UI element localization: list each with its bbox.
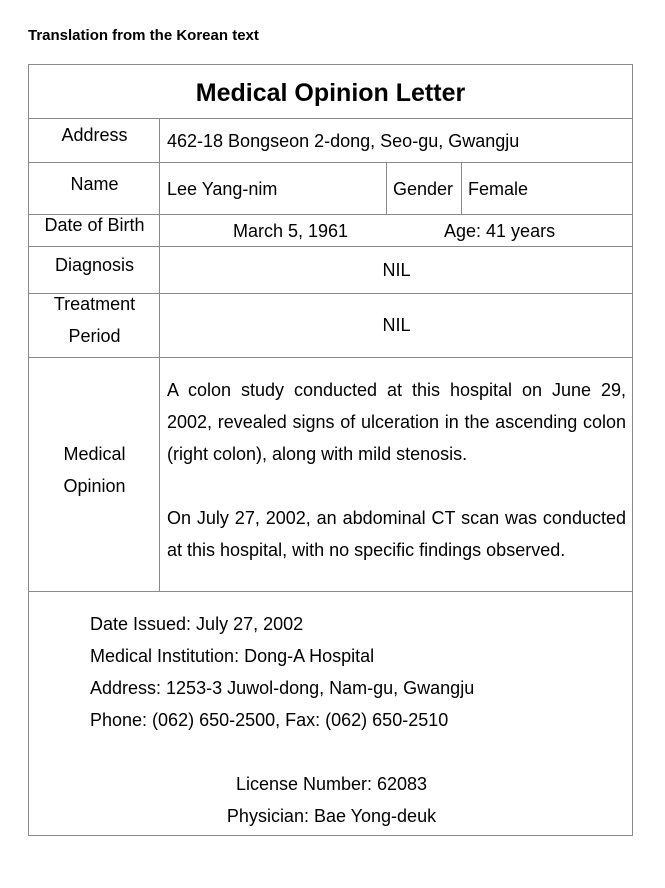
diagnosis-label: Diagnosis xyxy=(54,255,135,275)
dob-label: Date of Birth xyxy=(44,215,145,235)
opinion-label: Medical xyxy=(63,444,126,464)
phone-fax: Phone: (062) 650-2500, Fax: (062) 650-2510 xyxy=(90,710,449,730)
institution-address: Address: 1253-3 Juwol-dong, Nam-gu, Gwangju xyxy=(90,678,475,698)
treatment-value: NIL xyxy=(382,315,411,335)
name-value: Lee Yang-nim xyxy=(167,179,278,199)
divider xyxy=(29,591,632,592)
divider xyxy=(29,162,632,163)
name-label: Name xyxy=(70,174,119,194)
translation-note: Translation from the Korean text xyxy=(28,27,259,44)
diagnosis-value: NIL xyxy=(382,260,411,280)
opinion-paragraph: On July 27, 2002, an abdominal CT scan was conducted at this hospital, with no specific findings observed. xyxy=(167,508,626,560)
document-title: Medical Opinion Letter xyxy=(195,79,466,107)
divider xyxy=(29,357,632,358)
treatment-label-line2: Period xyxy=(68,326,121,346)
dob-value: March 5, 1961 xyxy=(233,221,349,241)
gender-label: Gender xyxy=(393,179,454,199)
gender-value: Female xyxy=(468,179,529,199)
address-value: 462-18 Bongseon 2-dong, Seo-gu, Gwangju xyxy=(167,131,520,151)
treatment-label: Treatment xyxy=(53,294,136,314)
age-value: Age: 41 years xyxy=(444,221,556,241)
date-issued: Date Issued: July 27, 2002 xyxy=(90,614,304,634)
opinion-label-line2: Opinion xyxy=(63,476,126,496)
medical-opinion-letter xyxy=(28,64,633,836)
license-number: License Number: 62083 xyxy=(235,774,428,794)
column-divider xyxy=(386,162,387,214)
column-divider xyxy=(461,162,462,214)
address-label: Address xyxy=(61,125,128,145)
medical-institution: Medical Institution: Dong-A Hospital xyxy=(90,646,375,666)
physician-name: Physician: Bae Yong-deuk xyxy=(226,806,437,826)
opinion-paragraph: A colon study conducted at this hospital on June 29, 2002, revealed signs of ulceration in the ascending colon (right colon), along with mild stenosis. xyxy=(167,380,626,464)
